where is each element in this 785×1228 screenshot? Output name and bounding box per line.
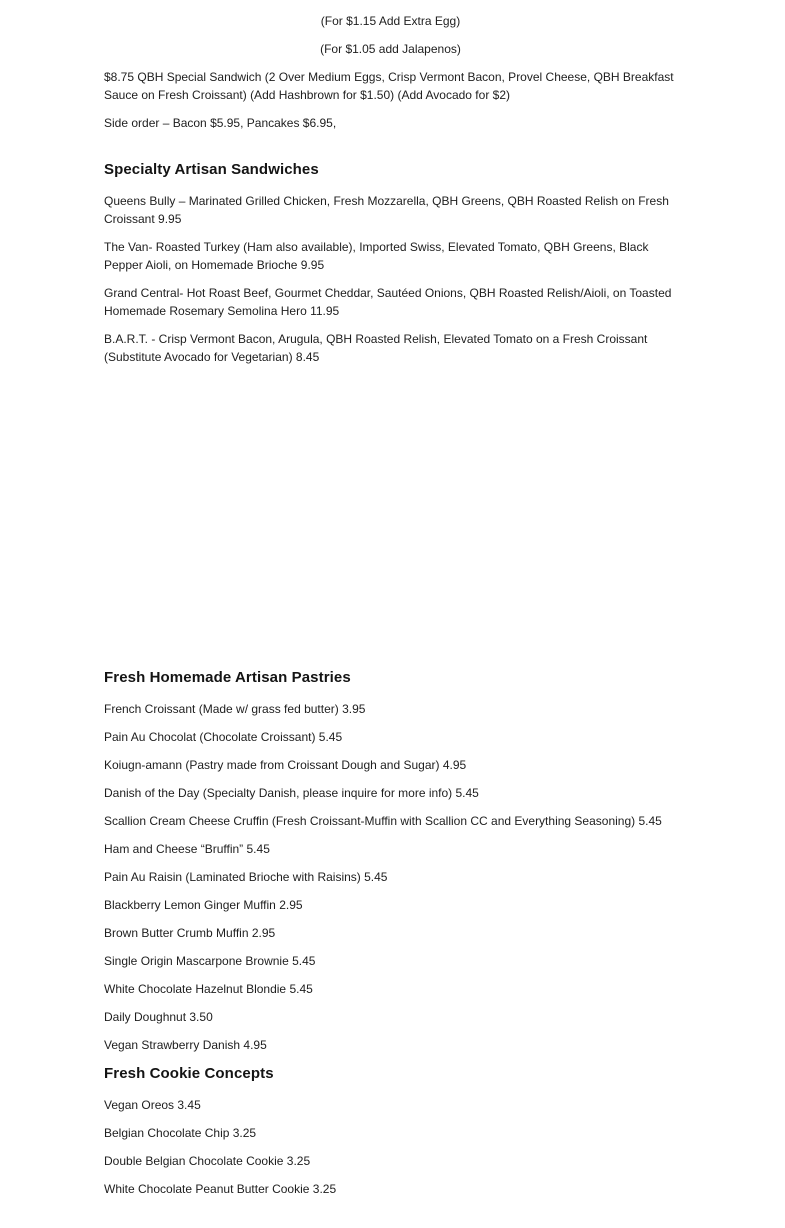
- menu-item: Ham and Cheese “Bruffin” 5.45: [104, 842, 270, 856]
- menu-item: Pain Au Chocolat (Chocolate Croissant) 5.45: [104, 730, 343, 744]
- menu-item: Pain Au Raisin (Laminated Brioche with Raisins) 5.45: [104, 870, 388, 884]
- intro-paragraph: $8.75 QBH Special Sandwich (2 Over Medium Eggs, Crisp Vermont Bacon, Provel Cheese, QBH Breakfast Sauce on Fresh Croissant) (Add Hashbrown for $1.50) (Add Avocado for $2): [104, 70, 674, 102]
- menu-item: Koiugn-amann (Pastry made from Croissant Dough and Sugar) 4.95: [104, 758, 467, 772]
- menu-item: Belgian Chocolate Chip 3.25: [104, 1126, 257, 1140]
- menu-item: Grand Central- Hot Roast Beef, Gourmet Cheddar, Sautéed Onions, QBH Roasted Relish/Aioli, on Toasted Homemade Rosemary Semolina Hero 11.95: [104, 286, 672, 318]
- menu-section-fresh-homemade-artisan-pastries: [104, 668, 677, 1054]
- menu-item: Blackberry Lemon Ginger Muffin 2.95: [104, 898, 303, 912]
- menu-item: White Chocolate Peanut Butter Cookie 3.25: [104, 1182, 337, 1196]
- menu-item: Daily Doughnut 3.50: [104, 1010, 213, 1024]
- menu-item: French Croissant (Made w/ grass fed butter) 3.95: [104, 702, 366, 716]
- menu-item: Danish of the Day (Specialty Danish, please inquire for more info) 5.45: [104, 786, 479, 800]
- blank-space: [104, 376, 677, 640]
- menu-item: Scallion Cream Cheese Cruffin (Fresh Croissant-Muffin with Scallion CC and Everything Seasoning) 5.45: [104, 814, 662, 828]
- menu-item: Vegan Strawberry Danish 4.95: [104, 1038, 267, 1052]
- menu-item: Single Origin Mascarpone Brownie 5.45: [104, 954, 316, 968]
- section-title: Fresh Cookie Concepts: [104, 1065, 274, 1082]
- menu-item: The Van- Roasted Turkey (Ham also available), Imported Swiss, Elevated Tomato, QBH Greens, Black Pepper Aioli, on Homemade Brioche 9.95: [104, 240, 649, 272]
- centered-note: (For $1.15 Add Extra Egg): [320, 14, 461, 28]
- centered-note: (For $1.05 add Jalapenos): [320, 42, 461, 56]
- section-title: Specialty Artisan Sandwiches: [104, 161, 319, 178]
- menu-item: Vegan Oreos 3.45: [104, 1098, 201, 1112]
- menu-item: White Chocolate Hazelnut Blondie 5.45: [104, 982, 313, 996]
- section-title: Fresh Homemade Artisan Pastries: [104, 669, 351, 686]
- intro-paragraph: Side order – Bacon $5.95, Pancakes $6.95,: [104, 116, 337, 130]
- menu-item: B.A.R.T. - Crisp Vermont Bacon, Arugula, QBH Roasted Relish, Elevated Tomato on a Fresh Croissant (Substitute Avocado for Vegetarian) 8.45: [104, 332, 648, 364]
- menu-section-fresh-cookie-concepts: [104, 1064, 677, 1198]
- menu-item: Brown Butter Crumb Muffin 2.95: [104, 926, 276, 940]
- menu-item: Queens Bully – Marinated Grilled Chicken, Fresh Mozzarella, QBH Greens, QBH Roasted Relish on Fresh Croissant 9.95: [104, 194, 669, 226]
- menu-section-specialty-artisan-sandwiches: [104, 160, 677, 366]
- menu-item: Double Belgian Chocolate Cookie 3.25: [104, 1154, 311, 1168]
